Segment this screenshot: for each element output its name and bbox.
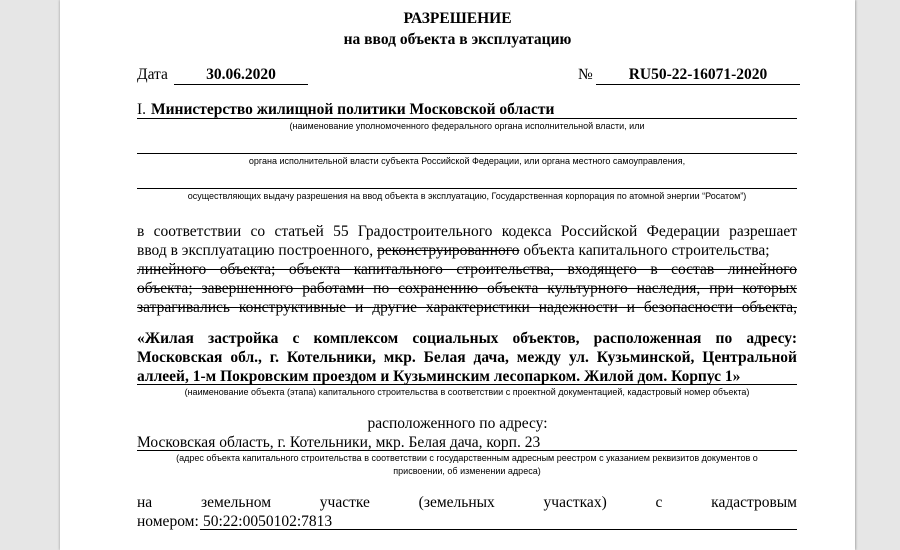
object-name-line-1: «Жилая застройка с комплексом социальных объектов, расположенная по адресу: (137, 330, 797, 347)
land-plot-line: на земельном участке (земельных участках) с кадастровым (137, 494, 797, 511)
struck-line-4: объекта; завершенного работами по сохранению объекта культурного наследия, при которых (137, 280, 797, 297)
authority-note-2: органа исполнительной власти субъекта Российской Федерации, или органа местного самоуправления, (248, 156, 686, 166)
authority-underline (137, 118, 797, 119)
located-label: расположенного по адресу: (367, 415, 548, 432)
cadastral-number: 50:22:0050102:7813 (203, 513, 333, 530)
authority-note-3: осуществляющих выдачу разрешения на ввод объекта в эксплуатацию, Государственная корпорация по атомной энергии “Росатом”) (187, 191, 747, 201)
address-note-2: присвоении, об изменении адреса) (393, 466, 541, 476)
number-label: № (578, 66, 593, 83)
date-value: 30.06.2020 (174, 66, 308, 85)
struck-line-5: затрагивались конструктивные и другие характеристики надежности и безопасности объекта, (137, 299, 797, 316)
authority-blank-line-1 (137, 153, 797, 154)
authority-blank-line-2 (137, 188, 797, 189)
paragraph-line-2-start: ввод в эксплуатацию построенного, (137, 242, 378, 259)
cadastral-label: номером: (137, 513, 199, 530)
paragraph-line-1: в соответствии со статьей 55 Градостроительного кодекса Российской Федерации разрешает (137, 223, 797, 240)
struck-text-reconstructed: реконструированного (377, 242, 520, 259)
cadastral-underline (200, 529, 797, 530)
struck-line-3: линейного объекта; объекта капитального строительства, входящего в состав линейного (137, 261, 797, 278)
address-note-1: (адрес объекта капитального строительства в соответствии с государственным адресным реестром с указанием реквизитов документов о (176, 453, 758, 463)
authority-note-1: (наименование уполномоченного федерального органа исполнительной власти, или (289, 121, 645, 131)
paragraph-line-2 (137, 242, 797, 260)
object-address: Московская область, г. Котельники, мкр. Белая дача, корп. 23 (137, 434, 541, 451)
document-subtitle: на ввод объекта в эксплуатацию (343, 31, 572, 48)
object-name-line-2: Московская обл., г. Котельники, мкр. Белая дача, между ул. Кузьминской, Центральной (137, 349, 797, 366)
authority-name: Министерство жилищной политики Московской области (151, 101, 555, 118)
paragraph-line-2-end: объекта капитального строительства; (519, 242, 770, 259)
object-underline (137, 384, 797, 385)
document-page (60, 0, 855, 550)
object-note: (наименование объекта (этапа) капитального строительства в соответствии с проектной документацией, кадастровый номер объекта) (184, 387, 750, 397)
section-mark: I. (137, 101, 147, 118)
number-value: RU50-22-16071-2020 (596, 66, 800, 85)
address-underline (137, 450, 797, 451)
document-title: РАЗРЕШЕНИЕ (403, 10, 512, 27)
date-label: Дата (137, 66, 168, 83)
object-name-line-3: аллеей, 1-м Покровским проездом и Кузьминским лесопарком. Жилой дом. Корпус 1» (137, 368, 741, 385)
